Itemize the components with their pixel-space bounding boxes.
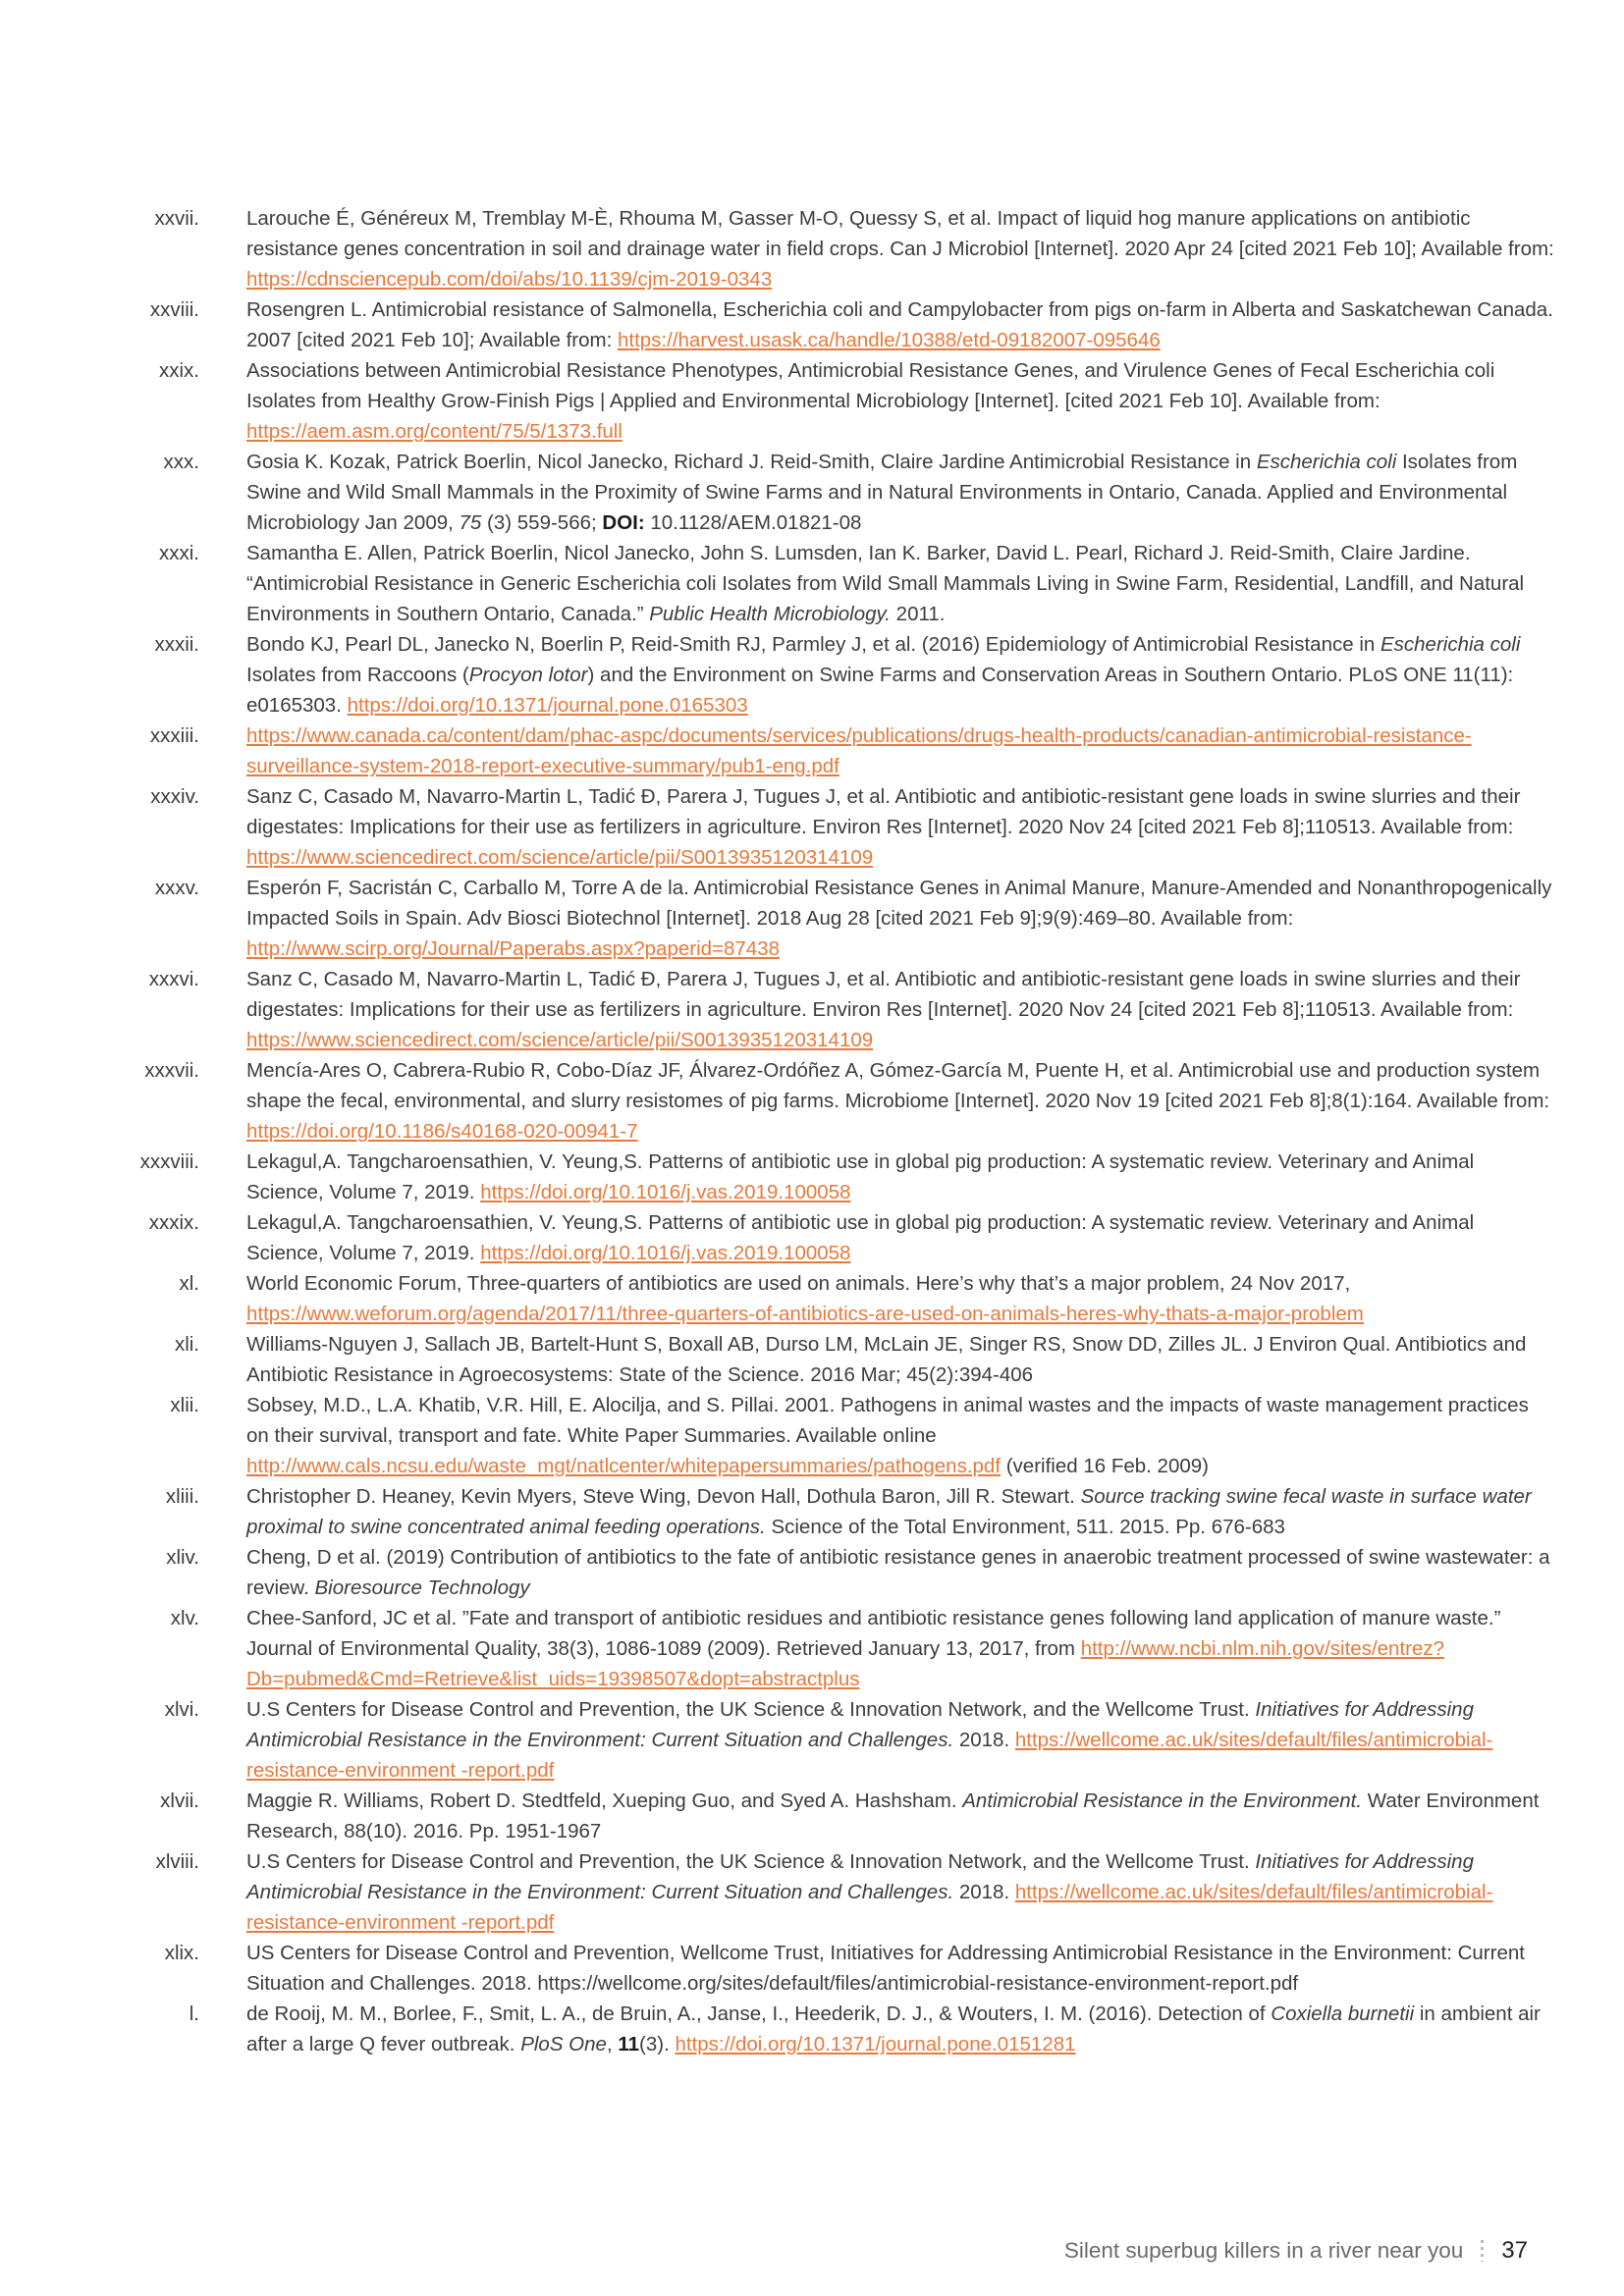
reference-item bbox=[0, 447, 1624, 538]
reference-text: Williams-Nguyen J, Sallach JB, Bartelt-Hunt S, Boxall AB, Durso LM, McLain JE, Singer RS, Snow DD, Zilles JL. J Environ Qual. Antibiotics and Antibiotic Resistance in Agroecosystems: State of the Science. 2016 Mar; 45(2):394-406 bbox=[246, 1333, 1527, 1386]
reference-text: Mencía-Ares O, Cabrera-Rubio R, Cobo-Díaz JF, Álvarez-Ordóñez A, Gómez-García M, Puente H, et al. Antimicrobial use and production system shape the fecal, environmental, and slurry resistomes of pig farms. Microbiome [Internet]. 2020 Nov 19 [cited 2021 Feb 8];8(1):164. Available from: https://doi.org/10.1186/s40168-020-00941-7 bbox=[246, 1059, 1550, 1143]
reference-text: World Economic Forum, Three-quarters of antibiotics are used on animals. Here’s why that’s a major problem, 24 Nov 2017, https://www.weforum.org/agenda/2017/11/three-quarters-of-antibiotics-are-used-on-animals-heres-why-thats-a-major-problem bbox=[246, 1272, 1364, 1325]
reference-number: xxxix. bbox=[148, 1211, 199, 1234]
reference-item bbox=[0, 1390, 1624, 1481]
reference-link[interactable]: http://www.scirp.org/Journal/Paperabs.aspx?paperid=87438 bbox=[246, 937, 781, 960]
reference-number: xxxvi. bbox=[148, 968, 199, 990]
reference-text: US Centers for Disease Control and Prevention, Wellcome Trust, Initiatives for Addressing Antimicrobial Resistance in the Environment: Current Situation and Challenges. 2018. https://wellcome.org/sites/default/files/antimicrobial-resistance-environment-report.pdf bbox=[246, 1942, 1525, 1995]
reference-item bbox=[0, 964, 1624, 1055]
reference-text: Maggie R. Williams, Robert D. Stedtfeld, Xueping Guo, and Syed A. Hashsham. Antimicrobial Resistance in the Environment. Water Environment Research, 88(10). 2016. Pp. 1951-1967 bbox=[246, 1789, 1540, 1842]
reference-number: xli. bbox=[174, 1333, 199, 1356]
reference-item bbox=[0, 873, 1624, 964]
reference-link[interactable]: https://www.weforum.org/agenda/2017/11/three-quarters-of-antibiotics-are-used-on-animals-heres-why-thats-a-major-problem bbox=[246, 1303, 1364, 1325]
reference-item bbox=[0, 1268, 1624, 1329]
reference-text: Christopher D. Heaney, Kevin Myers, Steve Wing, Devon Hall, Dothula Baron, Jill R. Stewart. Source tracking swine fecal waste in surface water proximal to swine concentrated animal feeding operations. Science of the Total Environment, 511. 2015. Pp. 676-683 bbox=[246, 1485, 1532, 1538]
reference-number: xlix. bbox=[164, 1942, 199, 1964]
reference-text: Cheng, D et al. (2019) Contribution of antibiotics to the fate of antibiotic resistance genes in anaerobic treatment processed of swine wastewater: a review. Bioresource Technology bbox=[246, 1546, 1550, 1599]
reference-link[interactable]: https://www.sciencedirect.com/science/article/pii/S0013935120314109 bbox=[246, 846, 874, 869]
reference-item bbox=[0, 1055, 1624, 1147]
reference-item bbox=[0, 1786, 1624, 1846]
page-number: 37 bbox=[1501, 2237, 1528, 2264]
reference-number: xlv. bbox=[170, 1607, 199, 1629]
reference-item bbox=[0, 1207, 1624, 1268]
reference-number: xxx. bbox=[163, 451, 199, 473]
footer-divider bbox=[1481, 2240, 1484, 2262]
reference-text: Lekagul,A. Tangcharoensathien, V. Yeung,S. Patterns of antibiotic use in global pig production: A systematic review. Veterinary and Animal Science, Volume 7, 2019. https://doi.org/10.1016/j.vas.2019.100058 bbox=[246, 1150, 1475, 1203]
reference-number: xliii. bbox=[165, 1485, 199, 1508]
reference-list bbox=[0, 203, 1624, 2059]
reference-item bbox=[0, 1846, 1624, 1938]
reference-number: xxviii. bbox=[149, 298, 199, 321]
reference-number: xl. bbox=[179, 1272, 199, 1295]
reference-text: U.S Centers for Disease Control and Prevention, the UK Science & Innovation Network, and the Wellcome Trust. Initiatives for Addressing Antimicrobial Resistance in the Environment: Current Situation and Challenges. 2018. https://wellcome.ac.uk/sites/default/files/antimicrobial-resistance-environment -report.pdf bbox=[246, 1850, 1493, 1934]
reference-link[interactable]: https://cdnsciencepub.com/doi/abs/10.1139/cjm-2019-0343 bbox=[246, 268, 773, 291]
reference-link[interactable]: http://www.ncbi.nlm.nih.gov/sites/entrez?Db=pubmed&Cmd=Retrieve&list_uids=19398507&dopt=abstractplus bbox=[246, 1637, 1445, 1690]
reference-item bbox=[0, 1542, 1624, 1603]
reference-item bbox=[0, 1329, 1624, 1390]
reference-item bbox=[0, 1603, 1624, 1694]
reference-link[interactable]: https://wellcome.ac.uk/sites/default/files/antimicrobial-resistance-environment -report.pdf bbox=[246, 1729, 1493, 1782]
footer-title: Silent superbug killers in a river near you bbox=[1063, 2238, 1464, 2263]
reference-text: Rosengren L. Antimicrobial resistance of Salmonella, Escherichia coli and Campylobacter from pigs on-farm in Alberta and Saskatchewan Canada. 2007 [cited 2021 Feb 10]; Available from: https://harvest.usask.ca/handle/10388/etd-09182007-095646 bbox=[246, 298, 1553, 351]
reference-number: xxix. bbox=[159, 359, 199, 382]
reference-item bbox=[0, 538, 1624, 629]
reference-link[interactable]: https://aem.asm.org/content/75/5/1373.full bbox=[246, 420, 623, 443]
reference-item bbox=[0, 203, 1624, 294]
reference-text: de Rooij, M. M., Borlee, F., Smit, L. A., de Bruin, A., Janse, I., Heederik, D. J., & Wouters, I. M. (2016). Detection of Coxiella burnetii in ambient air after a large Q fever outbreak. PloS One, 11(3). https://doi.org/10.1371/journal.pone.0151281 bbox=[246, 2002, 1541, 2056]
reference-text: Esperón F, Sacristán C, Carballo M, Torre A de la. Antimicrobial Resistance Genes in Animal Manure, Manure-Amended and Nonanthropogenically Impacted Soils in Spain. Adv Biosci Biotechnol [Internet]. 2018 Aug 28 [cited 2021 Feb 9];9(9):469–80. Available from: http://www.scirp.org/Journal/Paperabs.aspx?paperid=87438 bbox=[246, 877, 1552, 960]
reference-link[interactable]: https://doi.org/10.1371/journal.pone.0165303 bbox=[347, 694, 748, 717]
reference-number: xxxv. bbox=[154, 877, 199, 899]
reference-text: Samantha E. Allen, Patrick Boerlin, Nicol Janecko, John S. Lumsden, Ian K. Barker, David L. Pearl, Richard J. Reid-Smith, Claire Jardine. “Antimicrobial Resistance in Generic Escherichia coli Isolates from Wild Small Mammals Living in Swine Farm, Residential, Landfill, and Natural Environments in Southern Ontario, Canada.” Public Health Microbiology. 2011. bbox=[246, 542, 1525, 625]
reference-item bbox=[0, 629, 1624, 721]
reference-text: Associations between Antimicrobial Resistance Phenotypes, Antimicrobial Resistance Genes, and Virulence Genes of Fecal Escherichia coli Isolates from Healthy Grow-Finish Pigs | Applied and Environmental Microbiology [Internet]. [cited 2021 Feb 10]. Available from: https://aem.asm.org/content/75/5/1373.full bbox=[246, 359, 1495, 443]
reference-number: xxxiii. bbox=[149, 724, 199, 747]
reference-link[interactable]: https://www.sciencedirect.com/science/article/pii/S0013935120314109 bbox=[246, 1029, 874, 1051]
reference-number: xxxvii. bbox=[144, 1059, 199, 1082]
reference-link[interactable]: https://www.canada.ca/content/dam/phac-aspc/documents/services/publications/drugs-health-products/canadian-antimicrobial-resistance-surveillance-system-2018-report-executive-summary/pub1-eng.pdf bbox=[246, 724, 1472, 777]
reference-link[interactable]: https://doi.org/10.1371/journal.pone.0151281 bbox=[675, 2033, 1076, 2056]
reference-item bbox=[0, 1938, 1624, 1999]
reference-item bbox=[0, 1694, 1624, 1786]
reference-text: Chee-Sanford, JC et al. ”Fate and transport of antibiotic residues and antibiotic resistance genes following land application of manure waste.” Journal of Environmental Quality, 38(3), 1086-1089 (2009). Retrieved January 13, 2017, from http://www.ncbi.nlm.nih.gov/sites/entrez?Db=pubmed&Cmd=Retrieve&list_uids=19398507&dopt=abstractplus bbox=[246, 1607, 1501, 1690]
reference-number: xxxiv. bbox=[150, 785, 199, 808]
reference-text: Larouche É, Généreux M, Tremblay M-È, Rhouma M, Gasser M-O, Quessy S, et al. Impact of liquid hog manure applications on antibiotic resistance genes concentration in soil and drainage water in field crops. Can J Microbiol [Internet]. 2020 Apr 24 [cited 2021 Feb 10]; Available from: https://cdnsciencepub.com/doi/abs/10.1139/cjm-2019-0343 bbox=[246, 207, 1554, 291]
reference-number: xlvii. bbox=[160, 1789, 199, 1812]
reference-number: xlvi. bbox=[164, 1698, 199, 1721]
reference-item bbox=[0, 721, 1624, 781]
reference-number: xxxi. bbox=[159, 542, 199, 564]
reference-text: Sanz C, Casado M, Navarro-Martin L, Tadić Đ, Parera J, Tugues J, et al. Antibiotic and antibiotic-resistant gene loads in swine slurries and their digestates: Implications for their use as fertilizers in agriculture. Environ Res [Internet]. 2020 Nov 24 [cited 2021 Feb 8];110513. Available from: https://www.sciencedirect.com/science/article/pii/S0013935120314109 bbox=[246, 785, 1521, 869]
reference-number: xlviii. bbox=[155, 1850, 199, 1873]
reference-link[interactable]: https://wellcome.ac.uk/sites/default/files/antimicrobial-resistance-environment -report.pdf bbox=[246, 1881, 1493, 1934]
reference-number: xliv. bbox=[166, 1546, 199, 1569]
reference-link[interactable]: https://doi.org/10.1186/s40168-020-00941-7 bbox=[246, 1120, 638, 1143]
reference-text: Bondo KJ, Pearl DL, Janecko N, Boerlin P, Reid-Smith RJ, Parmley J, et al. (2016) Epidemiology of Antimicrobial Resistance in Escherichia coli Isolates from Raccoons (Procyon lotor) and the Environment on Swine Farms and Conservation Areas in Southern Ontario. PLoS ONE 11(11): e0165303. https://doi.org/10.1371/journal.pone.0165303 bbox=[246, 633, 1521, 717]
reference-text: U.S Centers for Disease Control and Prevention, the UK Science & Innovation Network, and the Wellcome Trust. Initiatives for Addressing Antimicrobial Resistance in the Environment: Current Situation and Challenges. 2018. https://wellcome.ac.uk/sites/default/files/antimicrobial-resistance-environment -report.pdf bbox=[246, 1698, 1493, 1782]
reference-item bbox=[0, 1999, 1624, 2059]
reference-number: xlii. bbox=[170, 1394, 199, 1416]
reference-link[interactable]: https://doi.org/10.1016/j.vas.2019.100058 bbox=[480, 1242, 851, 1264]
reference-number: xxvii. bbox=[154, 207, 199, 230]
reference-link[interactable]: https://harvest.usask.ca/handle/10388/etd-09182007-095646 bbox=[617, 329, 1161, 351]
reference-link[interactable]: https://doi.org/10.1016/j.vas.2019.100058 bbox=[480, 1181, 851, 1203]
reference-number: l. bbox=[189, 2002, 199, 2025]
reference-item bbox=[0, 294, 1624, 355]
page-footer bbox=[1064, 2237, 1528, 2265]
reference-item bbox=[0, 355, 1624, 447]
reference-text: Sanz C, Casado M, Navarro-Martin L, Tadić Đ, Parera J, Tugues J, et al. Antibiotic and antibiotic-resistant gene loads in swine slurries and their digestates: Implications for their use as fertilizers in agriculture. Environ Res [Internet]. 2020 Nov 24 [cited 2021 Feb 8];110513. Available from: https://www.sciencedirect.com/science/article/pii/S0013935120314109 bbox=[246, 968, 1521, 1051]
reference-text: Lekagul,A. Tangcharoensathien, V. Yeung,S. Patterns of antibiotic use in global pig production: A systematic review. Veterinary and Animal Science, Volume 7, 2019. https://doi.org/10.1016/j.vas.2019.100058 bbox=[246, 1211, 1475, 1264]
reference-item bbox=[0, 781, 1624, 873]
reference-text: Sobsey, M.D., L.A. Khatib, V.R. Hill, E. Alocilja, and S. Pillai. 2001. Pathogens in animal wastes and the impacts of waste management practices on their survival, transport and fate. White Paper Summaries. Available online http://www.cals.ncsu.edu/waste_mgt/natlcenter/whitepapersummaries/pathogens.pdf (verified 16 Feb. 2009) bbox=[246, 1394, 1529, 1477]
reference-link[interactable]: http://www.cals.ncsu.edu/waste_mgt/natlcenter/whitepapersummaries/pathogens.pdf bbox=[246, 1455, 1001, 1477]
reference-item bbox=[0, 1481, 1624, 1542]
reference-number: xxxviii. bbox=[139, 1150, 199, 1173]
reference-number: xxxii. bbox=[154, 633, 199, 656]
reference-text: Gosia K. Kozak, Patrick Boerlin, Nicol Janecko, Richard J. Reid-Smith, Claire Jardine Antimicrobial Resistance in Escherichia coli Isolates from Swine and Wild Small Mammals in the Proximity of Swine Farms and in Natural Environments in Ontario, Canada. Applied and Environmental Microbiology Jan 2009, 75 (3) 559-566; DOI: 10.1128/AEM.01821-08 bbox=[246, 451, 1518, 534]
reference-item bbox=[0, 1147, 1624, 1207]
reference-text bbox=[246, 721, 1554, 781]
